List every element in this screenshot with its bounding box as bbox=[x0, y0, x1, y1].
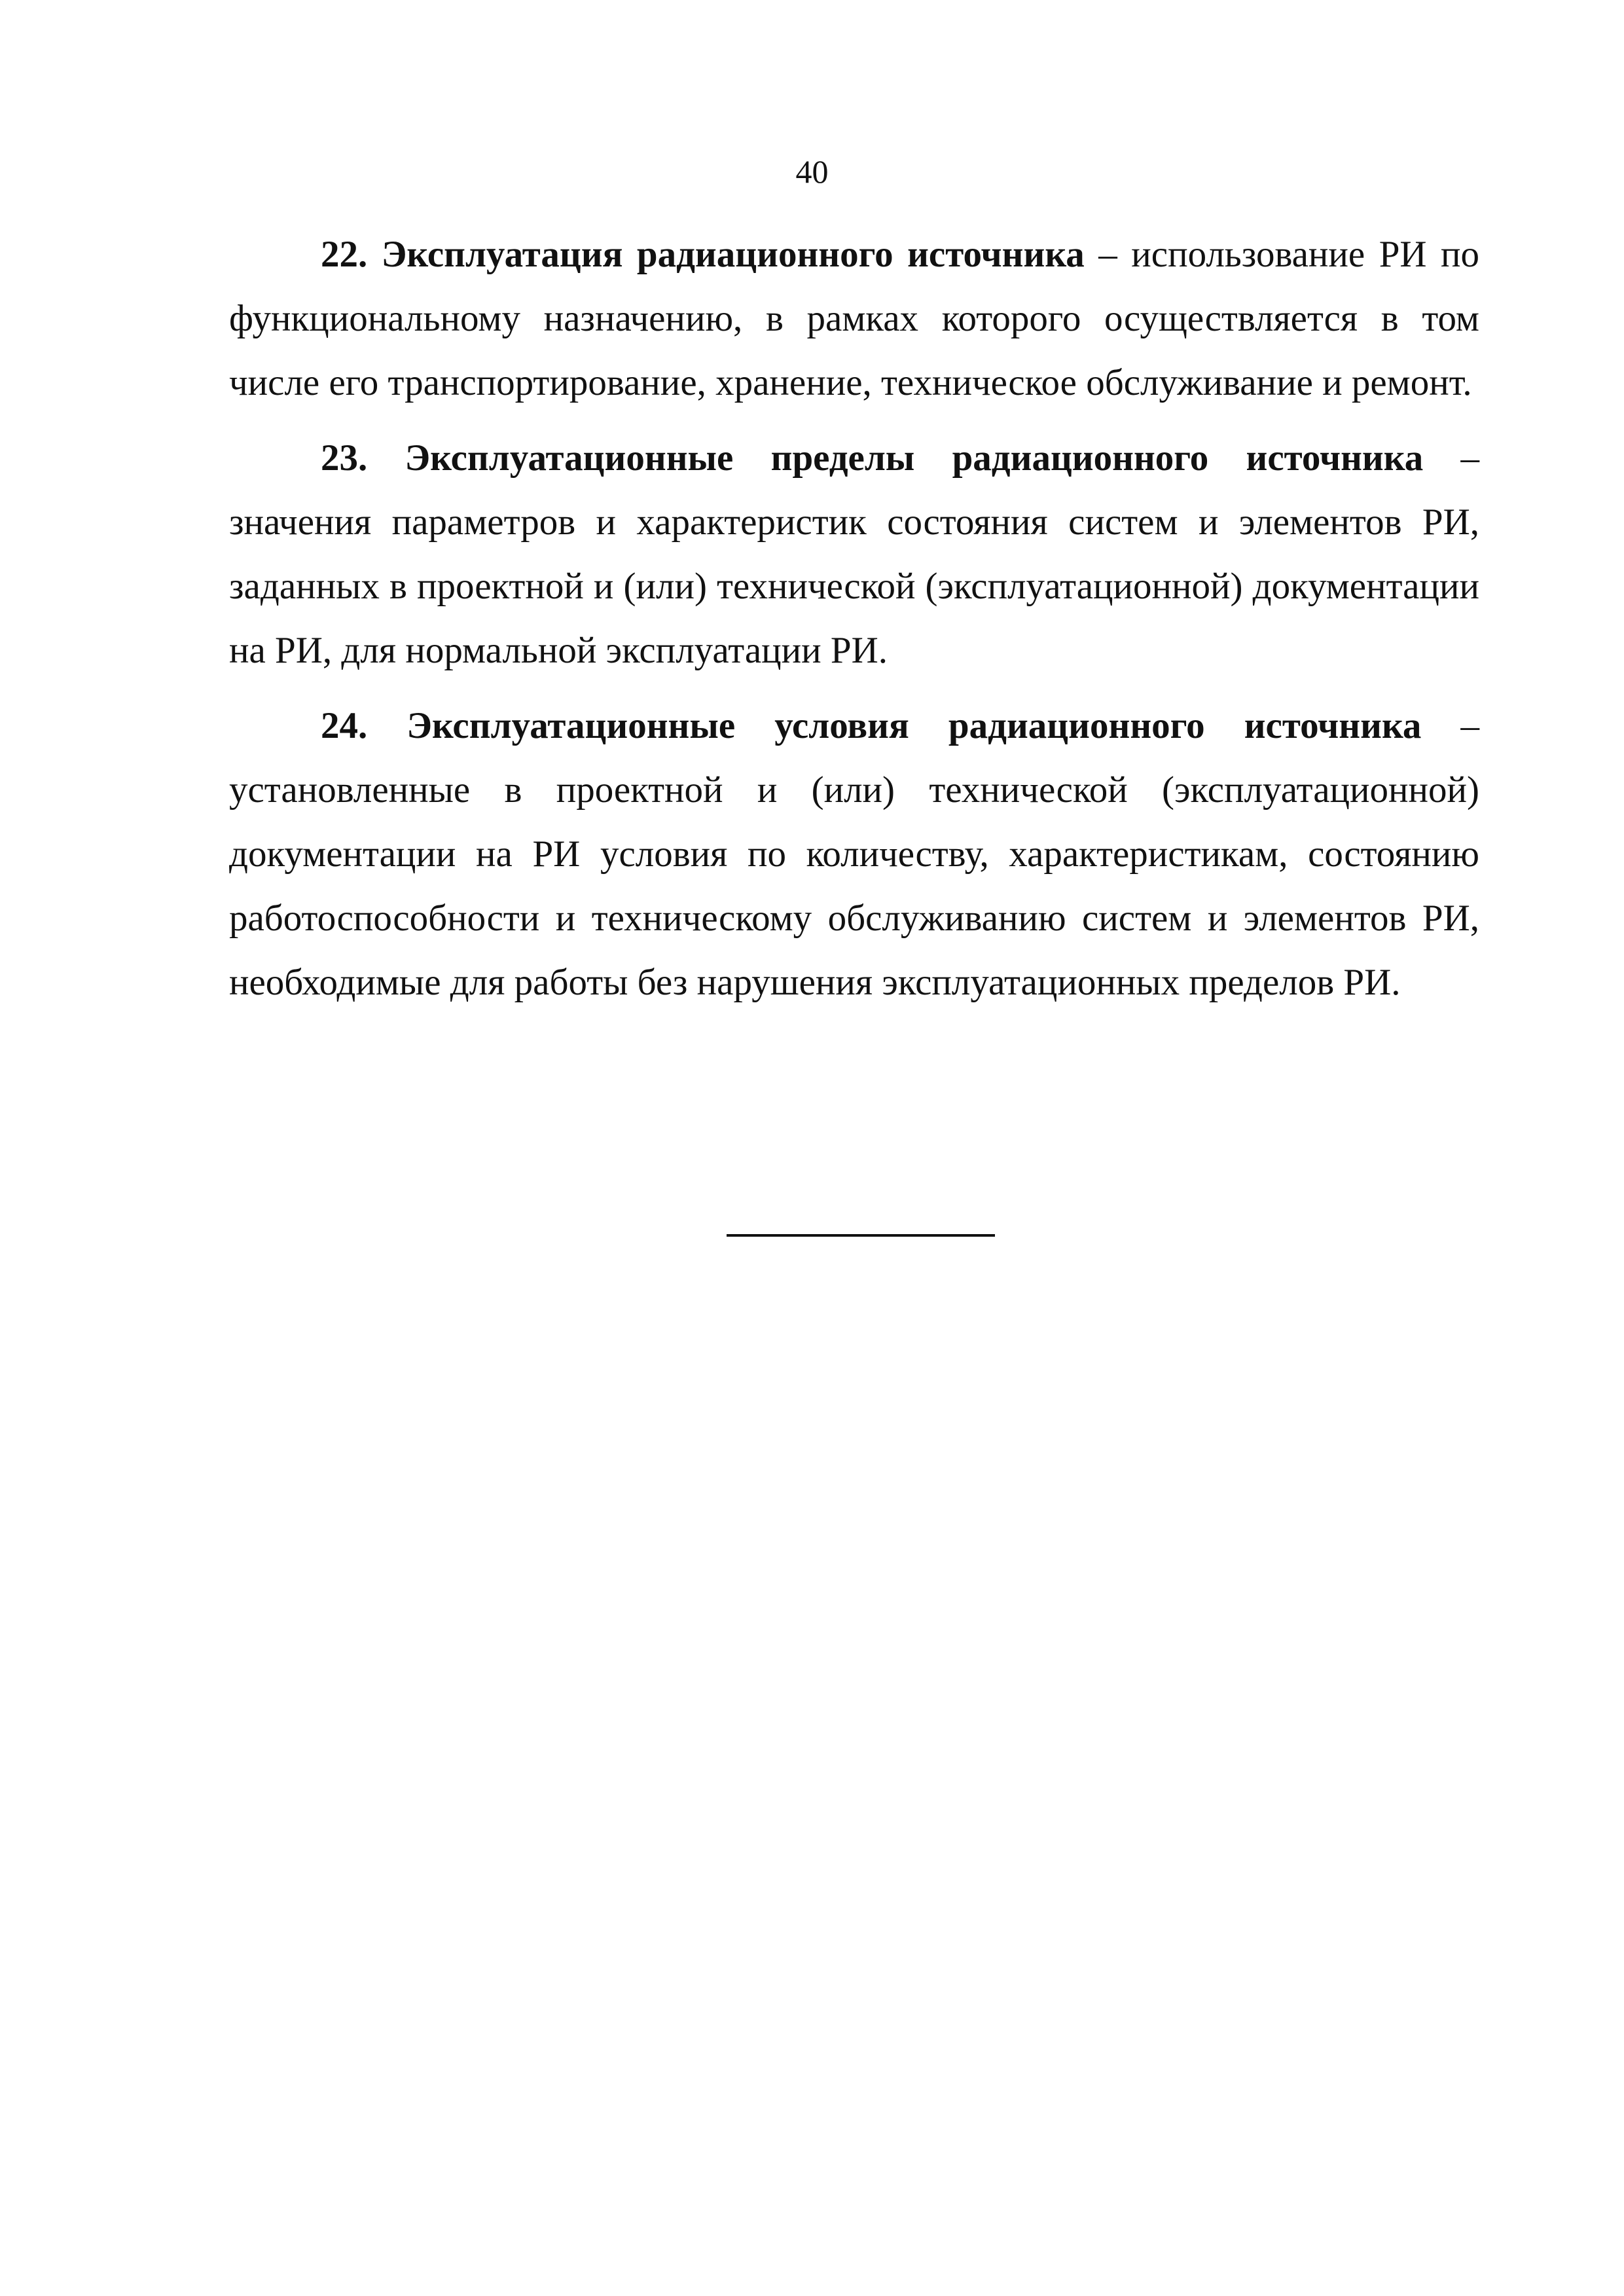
definition-text: использование РИ по функциональному назначению, в рамках которого осуществляется в том числе его транспортирование, хранение, техническое обслуживание и ремонт. bbox=[229, 234, 1480, 403]
definition-dash: – bbox=[1460, 705, 1480, 746]
page-number: 40 bbox=[795, 153, 829, 190]
definition-24 bbox=[229, 694, 1479, 1015]
definition-text: установленные в проектной и (или) технической (эксплуатационной) документации на РИ условия по количеству, характеристикам, состоянию работоспособности и техническому обслуживанию систем и элементов РИ, необходимые для работы без нарушения эксплуатационных пределов РИ. bbox=[229, 769, 1479, 1003]
definition-23 bbox=[229, 426, 1479, 683]
definition-number: 24. bbox=[321, 705, 368, 746]
definition-text: значения параметров и характеристик состояния систем и элементов РИ, заданных в проектной и (или) технической (эксплуатационной) документации на РИ, для нормальной эксплуатации РИ. bbox=[229, 501, 1479, 671]
definition-term: Эксплуатационные условия радиационного источника bbox=[406, 705, 1422, 746]
definition-dash: – bbox=[1098, 234, 1117, 275]
closing-separator-line bbox=[727, 1234, 995, 1237]
definition-term: Эксплуатация радиационного источника bbox=[381, 234, 1085, 275]
definition-dash: – bbox=[1460, 437, 1480, 479]
definition-term: Эксплуатационные пределы радиационного источника bbox=[405, 437, 1424, 479]
definition-22 bbox=[229, 223, 1479, 415]
definition-number: 22. bbox=[321, 234, 368, 275]
definition-number: 23. bbox=[321, 437, 368, 479]
definitions-list bbox=[229, 223, 1479, 1026]
